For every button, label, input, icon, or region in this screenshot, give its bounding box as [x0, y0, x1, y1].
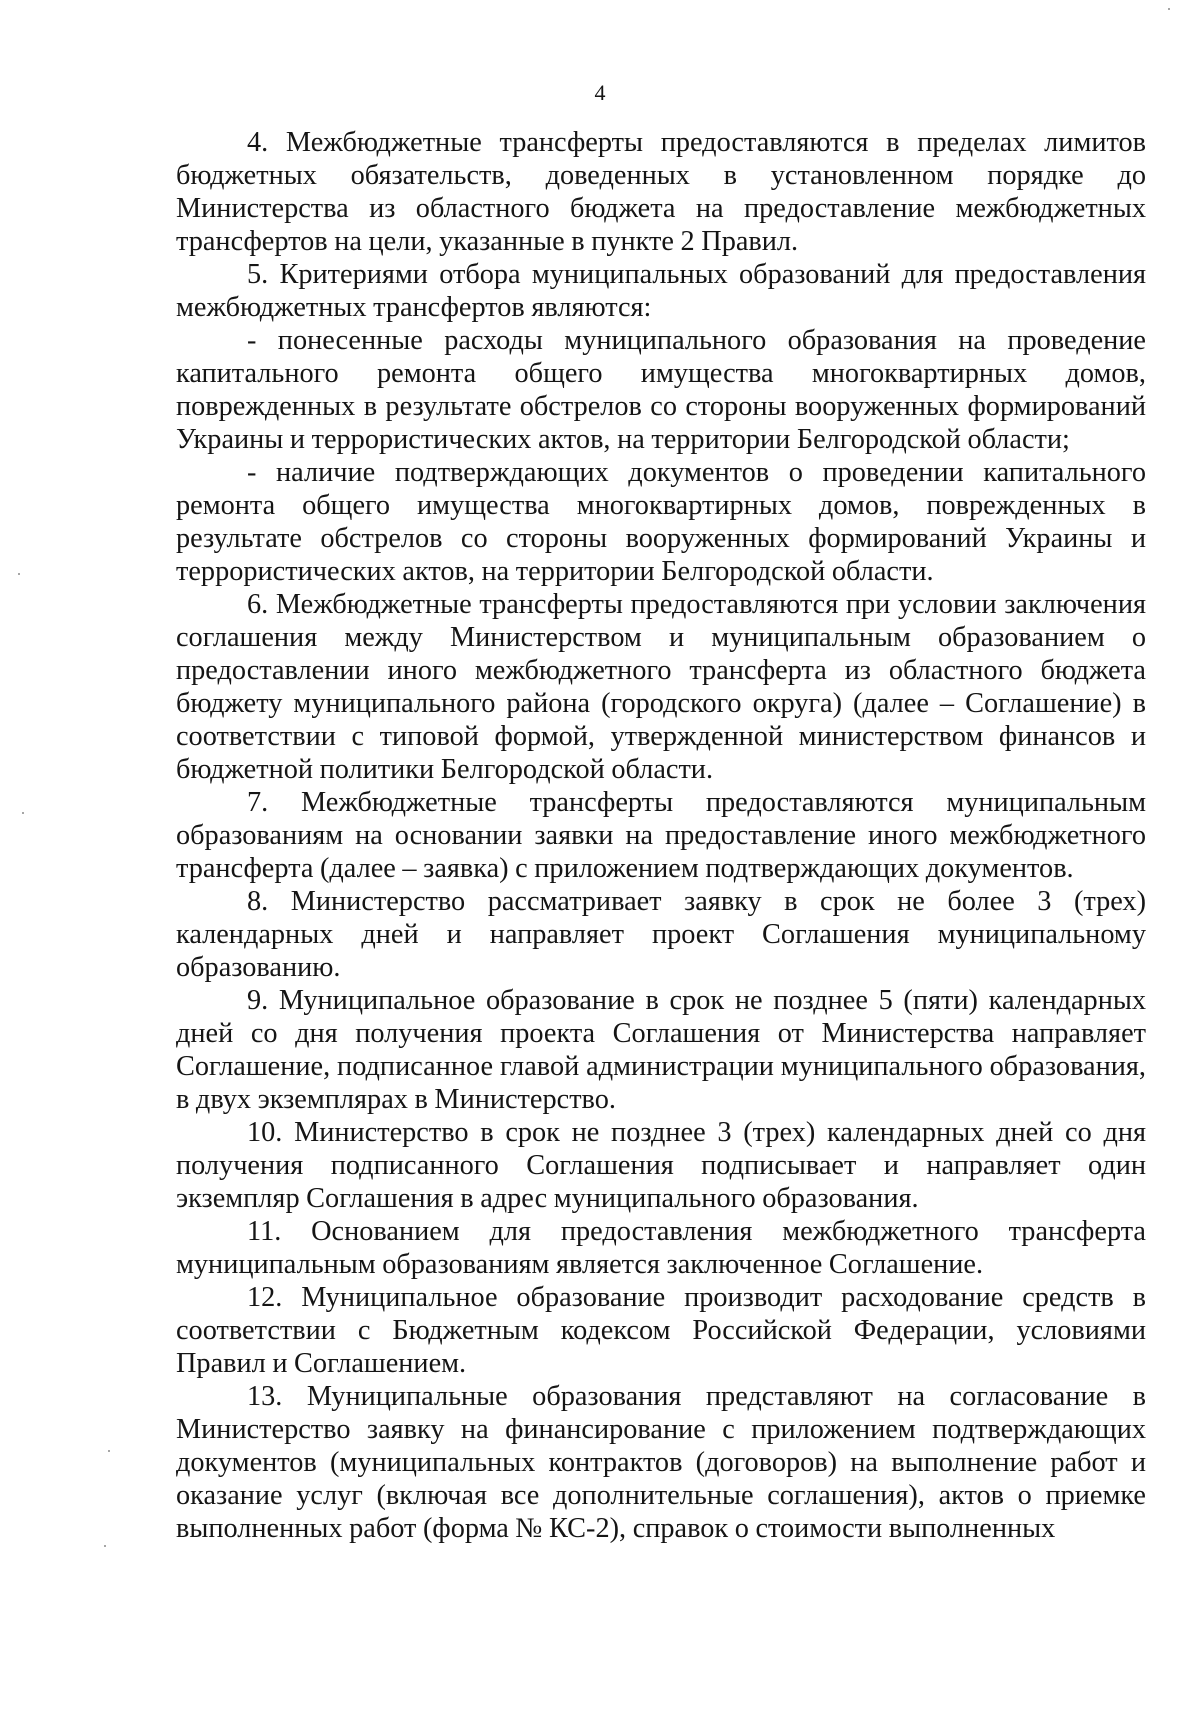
- document-body: [176, 126, 1146, 1545]
- scan-speck: [108, 1450, 110, 1452]
- paragraph-13: 13. Муниципальные образования представляют на согласование в Министерство заявку на финансирование с приложением подтверждающих документов (муниципальных контрактов (договоров) на выполнение работ и оказание услуг (включая все дополнительные соглашения), актов о приемке выполненных работ (форма № КС-2), справок о стоимости выполненных: [176, 1381, 1146, 1544]
- paragraph-5-criterion-1: - понесенные расходы муниципального образования на проведение капитального ремонта общего имущества многоквартирных домов, поврежденных в результате обстрелов со стороны вооруженных формирований Украины и террористических актов, на территории Белгородской области;: [176, 325, 1146, 455]
- scan-speck: [18, 573, 20, 575]
- paragraph-8: 8. Министерство рассматривает заявку в срок не более 3 (трех) календарных дней и направляет проект Соглашения муниципальному образованию.: [176, 886, 1146, 983]
- paragraph-5-criterion-2: - наличие подтверждающих документов о проведении капитального ремонта общего имущества многоквартирных домов, поврежденных в результате обстрелов со стороны вооруженных формирований Украины и террористических актов, на территории Белгородской области.: [176, 457, 1146, 587]
- paragraph-7: 7. Межбюджетные трансферты предоставляются муниципальным образованиям на основании заявки на предоставление иного межбюджетного трансферта (далее – заявка) с приложением подтверждающих документов.: [176, 787, 1146, 884]
- page-number: 4: [594, 80, 606, 105]
- scan-speck: [1168, 8, 1170, 10]
- paragraph-12: 12. Муниципальное образование производит расходование средств в соответствии с Бюджетным кодексом Российской Федерации, условиями Правил и Соглашением.: [176, 1282, 1146, 1379]
- scan-speck: [104, 1545, 106, 1547]
- paragraph-6: 6. Межбюджетные трансферты предоставляются при условии заключения соглашения между Министерством и муниципальным образованием о предоставлении иного межбюджетного трансферта из областного бюджета бюджету муниципального района (городского округа) (далее – Соглашение) в соответствии с типовой формой, утвержденной министерством финансов и бюджетной политики Белгородской области.: [176, 589, 1146, 785]
- paragraph-4: 4. Межбюджетные трансферты предоставляются в пределах лимитов бюджетных обязательств, доведенных в установленном порядке до Министерства из областного бюджета на предоставление межбюджетных трансфертов на цели, указанные в пункте 2 Правил.: [176, 127, 1146, 257]
- scan-speck: [22, 812, 24, 814]
- paragraph-11: 11. Основанием для предоставления межбюджетного трансферта муниципальным образованиям является заключенное Соглашение.: [176, 1216, 1146, 1280]
- paragraph-9: 9. Муниципальное образование в срок не позднее 5 (пяти) календарных дней со дня получения проекта Соглашения от Министерства направляет Соглашение, подписанное главой администрации муниципального образования, в двух экземплярах в Министерство.: [176, 985, 1146, 1115]
- paragraph-10: 10. Министерство в срок не позднее 3 (трех) календарных дней со дня получения подписанного Соглашения подписывает и направляет один экземпляр Соглашения в адрес муниципального образования.: [176, 1117, 1146, 1214]
- paragraph-5: 5. Критериями отбора муниципальных образований для предоставления межбюджетных трансфертов являются:: [176, 259, 1146, 323]
